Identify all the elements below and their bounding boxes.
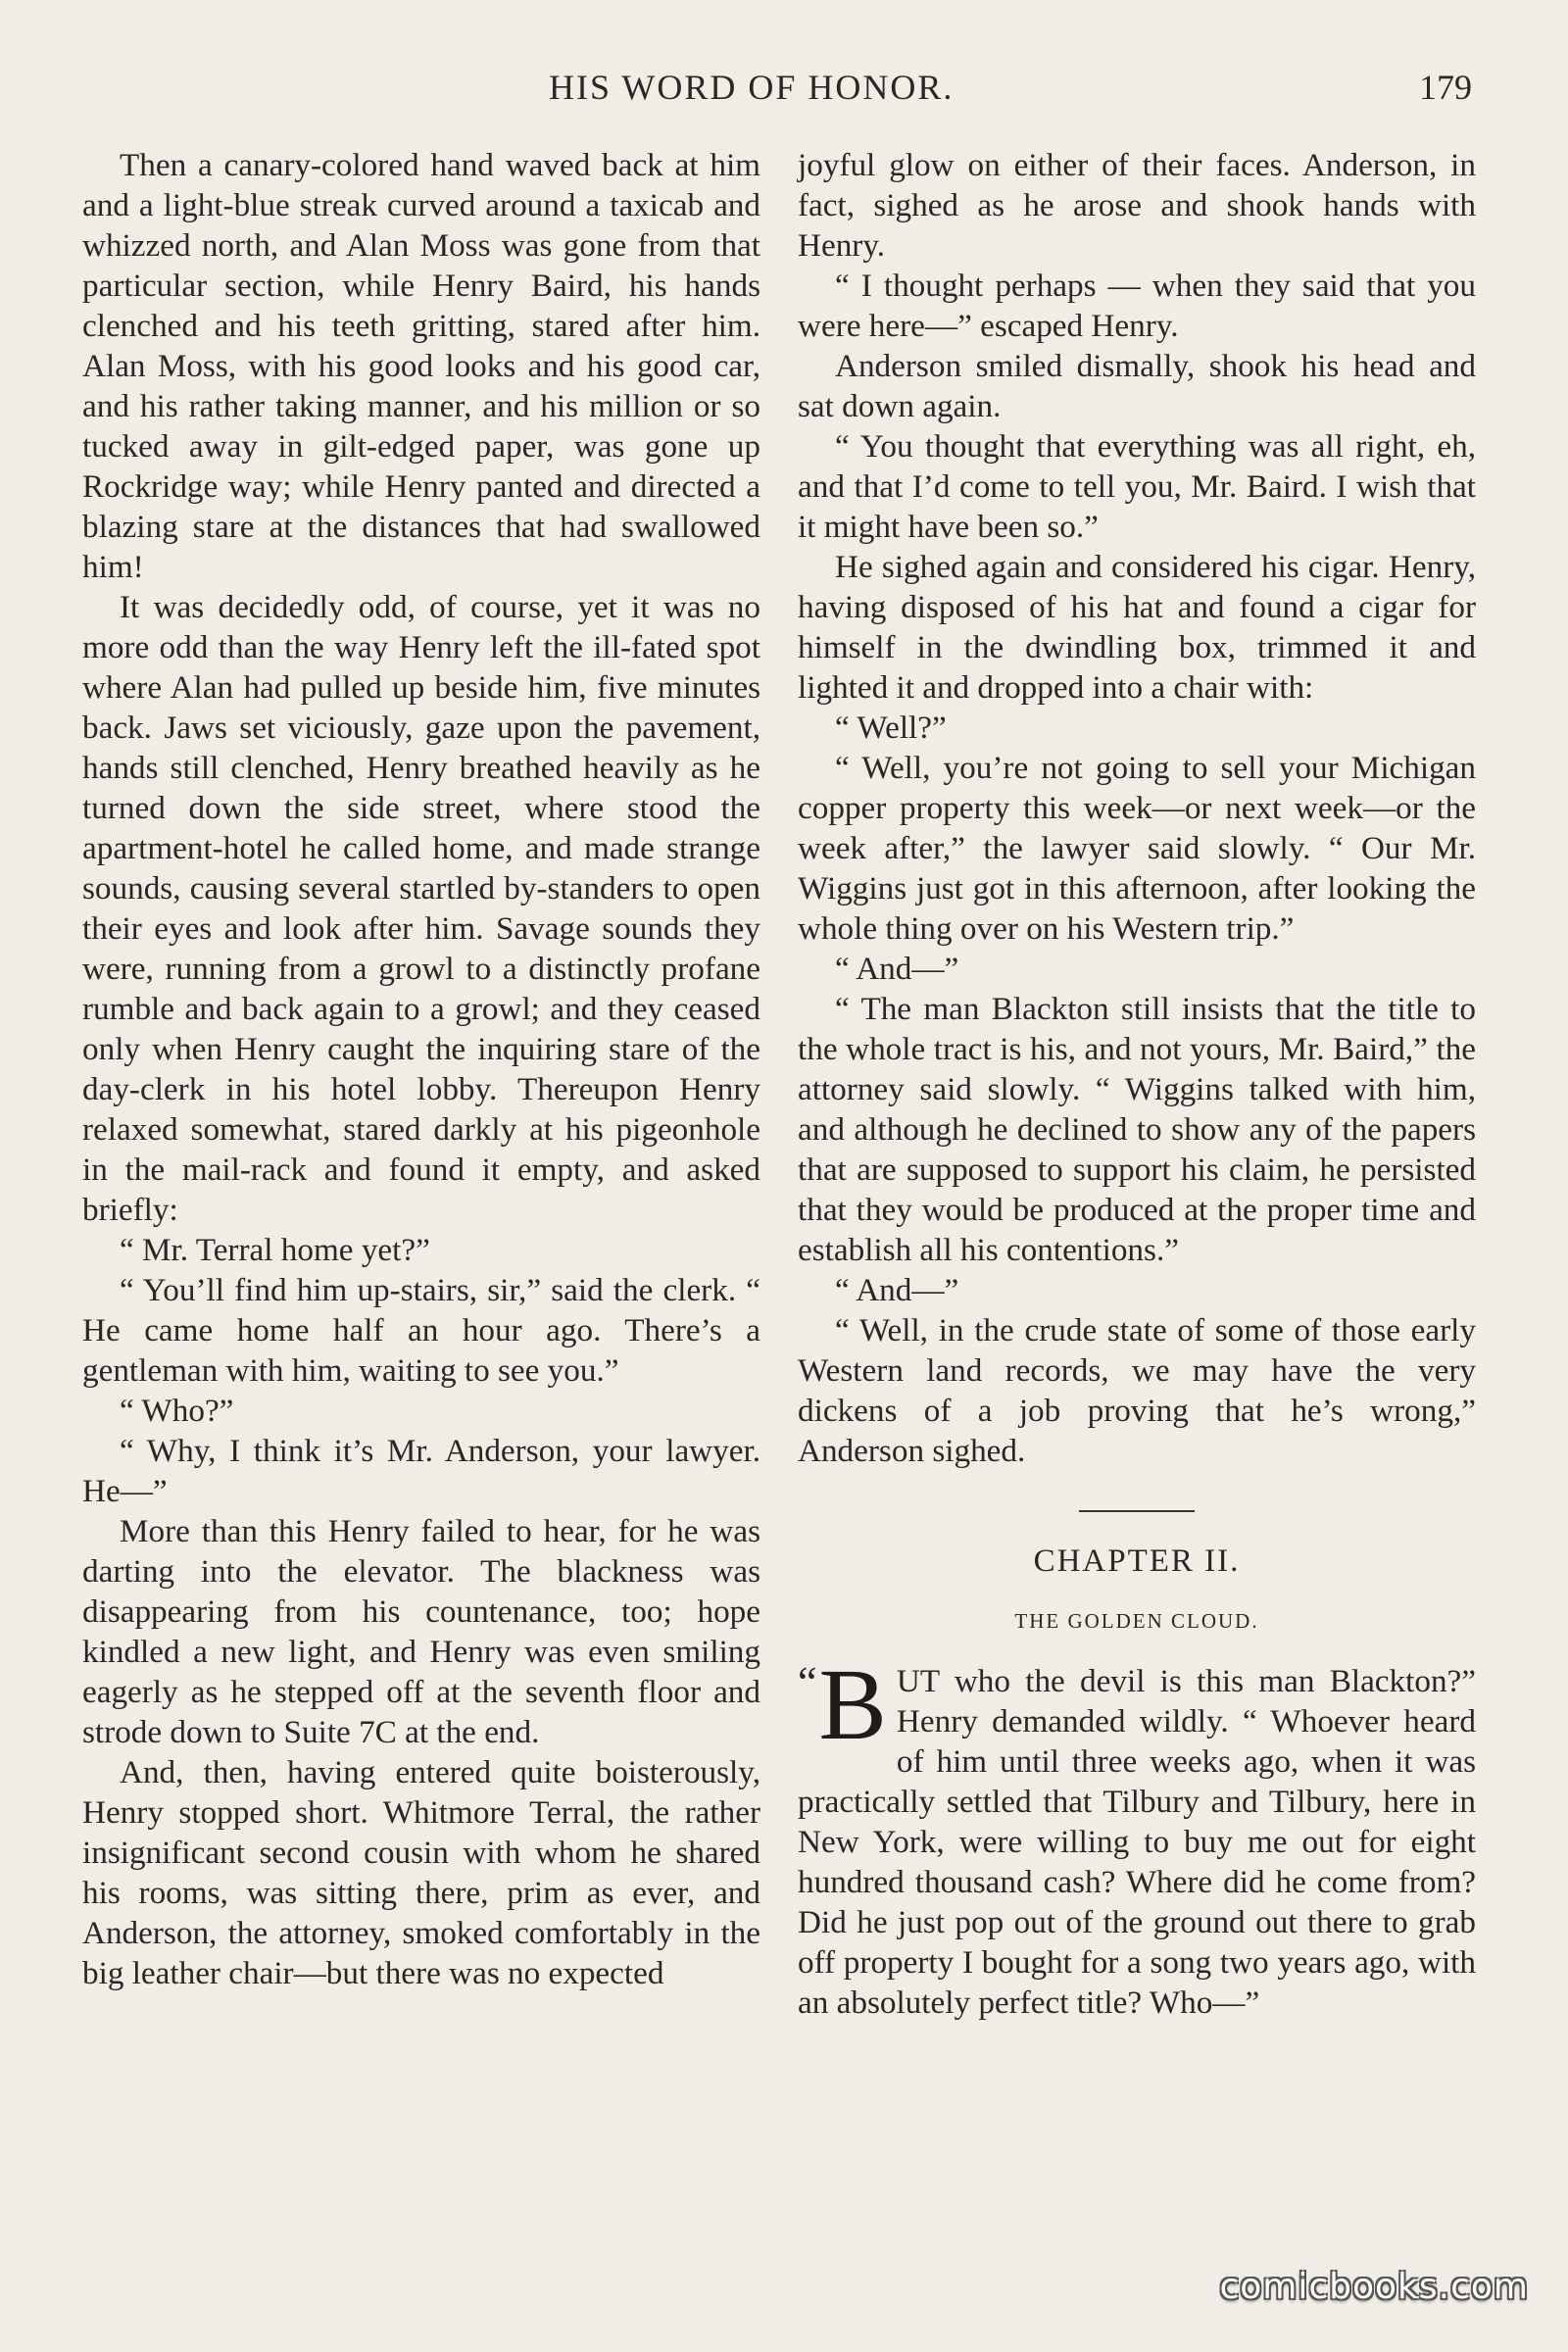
paragraph: “ Well, you’re not going to sell your Michigan copper property this week—or next week—or the week after,” the lawyer said slowly. “ Our Mr. Wiggins just got in this afternoon, after looking the whole thing over on his Western trip.”: [798, 750, 1476, 947]
chapter-opening-paragraph: [798, 1648, 1476, 2023]
chapter-opening-text: UT who the devil is this man Blackton?” Henry demanded wildly. “ Whoever heard of him until three weeks ago, when it was practically settled that Tilbury and Tilbury, here in New York, were willing to buy me out for eight hundred thousand cash? Where did he come from? Did he just pop out of the ground out there to grab off property I bought for a song two years ago, with an absolutely perfect title? Who—”: [798, 1663, 1476, 2021]
paragraph: “ I thought perhaps — when they said that you were here—” escaped Henry.: [798, 268, 1476, 344]
paragraph: He sighed again and considered his cigar. Henry, having disposed of his hat and found a cigar for himself in the dwindling box, trimmed it and lighted it and dropped into a chair with:: [798, 549, 1476, 706]
paragraph: “ The man Blackton still insists that the title to the whole tract is his, and not yours, Mr. Baird,” the attorney said slowly. “ Wiggins talked with him, and although he declined to show any of the papers that are supposed to support his claim, he persisted that they would be produced at the proper time and establish all his contentions.”: [798, 991, 1476, 1268]
left-column: [82, 145, 760, 1993]
chapter-subtitle: THE GOLDEN CLOUD.: [1014, 1609, 1259, 1633]
paragraph: It was decidedly odd, of course, yet it was no more odd than the way Henry left the ill-fated spot where Alan had pulled up beside him, five minutes back. Jaws set viciously, gaze upon the pavement, hands still clenched, Henry breathed heavily as he turned down the side street, where stood the apartment-hotel he called home, and made strange sounds, causing several startled by-standers to open their eyes and look after him. Savage sounds they were, running from a growl to a distinctly profane rumble and back again to a growl; and they ceased only when Henry caught the inquiring stare of the day-clerk in his hotel lobby. Thereupon Henry relaxed somewhat, stared darkly at his pigeonhole in the mail-rack and found it empty, and asked briefly:: [82, 589, 760, 1228]
paragraph: joyful glow on either of their faces. Anderson, in fact, sighed as he arose and shook hands with Henry.: [798, 147, 1476, 264]
opening-quote-mark: “: [798, 1658, 817, 1706]
page-number: 179: [1419, 68, 1472, 107]
paragraph: Anderson smiled dismally, shook his head and sat down again.: [798, 348, 1476, 424]
chapter-heading: CHAPTER II.: [1033, 1544, 1241, 1579]
right-column: [798, 145, 1476, 2023]
paragraph: “ Well?”: [835, 710, 947, 746]
running-head: [0, 67, 1568, 114]
paragraph: More than this Henry failed to hear, for he was darting into the elevator. The blackness was disappearing from his countenance, too; hope kindled a new light, and Henry was even smiling eagerly as he stepped off at the seventh floor and strode down to Suite 7C at the end.: [82, 1513, 760, 1750]
paragraph: “ You’ll find him up-stairs, sir,” said the clerk. “ He came home half an hour ago. There’s a gentleman with him, waiting to see you.”: [82, 1272, 760, 1389]
running-title: HIS WORD OF HONOR.: [549, 68, 955, 107]
drop-cap: B: [818, 1648, 887, 1761]
paragraph: Then a canary-colored hand waved back at him and a light-blue streak curved around a taxicab and whizzed north, and Alan Moss was gone from that particular section, while Henry Baird, his hands clenched and his teeth gritting, stared after him. Alan Moss, with his good looks and his good car, and his rather taking manner, and his million or so tucked away in gilt-edged paper, was gone up Rockridge way; while Henry panted and directed a blazing stare at the distances that had swallowed him!: [82, 147, 760, 585]
paragraph: “ And—”: [835, 1272, 959, 1308]
paragraph: “ Who?”: [120, 1393, 234, 1429]
paragraph: “ And—”: [835, 951, 959, 987]
paragraph: “ You thought that everything was all right, eh, and that I’d come to tell you, Mr. Baird. I wish that it might have been so.”: [798, 428, 1476, 545]
watermark: comicbooks.com: [1219, 2267, 1529, 2307]
paragraph: “ Why, I think it’s Mr. Anderson, your lawyer. He—”: [82, 1433, 760, 1509]
paragraph: And, then, having entered quite boisterously, Henry stopped short. Whitmore Terral, the rather insignificant second cousin with whom he shared his rooms, was sitting there, prim as ever, and Anderson, the attorney, smoked comfortably in the big leather chair—but there was no expected: [82, 1754, 760, 1991]
section-divider: [1079, 1510, 1195, 1512]
paragraph: “ Mr. Terral home yet?”: [120, 1232, 430, 1268]
paragraph: “ Well, in the crude state of some of those early Western land records, we may have the very dickens of a job proving that he’s wrong,” Anderson sighed.: [798, 1312, 1476, 1469]
